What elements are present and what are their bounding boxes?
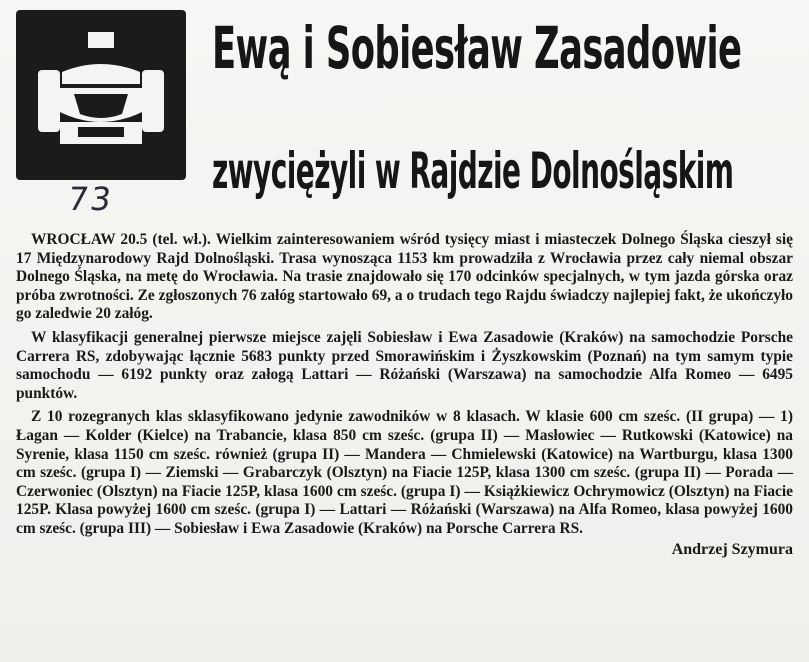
paragraph-2: W klasyfikacji generalnej pierwsze miejsce zajęli Sobiesław i Ewa Zasadowie (Kraków) na samochodzie Porsche Carrera RS, zdobywając łącznie 5683 punkty przed Smorawińskim i Żyszkowskim (Poznań) na tym samym typie samochodu — 6192 punkty oraz załogą Lattari — Różański (Warszawa) na samochodzie Alfa Romeo — 6495 punktów.	[16, 328, 793, 402]
handwritten-number: 73	[65, 180, 116, 218]
dateline: WROCŁAW 20.5 (tel. wł.).	[31, 231, 211, 248]
paragraph-1-text: Wielkim zainteresowaniem wśród tysięcy miast i miasteczek Dolnego Śląska cieszył się 17 Międzynarodowy Rajd Dolnośląski. Trasa wynosząca 1153 km prowadziła z Wrocławia przez cały niemal obszar Dolnego Śląska, na metę do Wrocławia. Na trasie znajdowało się 170 odcinków specjalnych, w tym jazda górska oraz próba zwrotności. Ze zgłoszonych 76 załóg startowało 69, a o trudach tego Rajdu świadczy najlepiej fakt, że ukończyło go zaledwie 20 załóg.	[16, 231, 793, 323]
paragraph-3: Z 10 rozegranych klas sklasyfikowano jedynie zawodników w 8 klasach. W klasie 600 cm sześc. (II grupa) — 1) Łagan — Kolder (Kielce) na Trabancie, klasa 850 cm sześc. (grupa II) — Masłowiec — Rutkowski (Katowice) na Syrenie, klasa 1150 cm sześc. również (grupa II) — Mandera — Chmielewski (Katowice) na Wartburgu, klasa 1300 cm sześc. (grupa I) — Ziemski — Grabarczyk (Olsztyn) na Fiacie 125P, klasa 1300 cm sześc. (grupa II) — Porada — Czerwoniec (Olsztyn) na Fiacie 125P, klasa 1600 cm sześc. (grupa I) — Książkiewicz Ochrymowicz (Olsztyn) na Fiacie 125P. Klasa powyżej 1600 cm sześc. (grupa I) — Lattari — Różański (Warszawa) na Alfa Romeo, klasa powyżej 1600 cm sześc. (grupa III) — Sobiesław i Ewa Zasadowie (Kraków) na Porsche Carrera RS.	[16, 408, 793, 537]
headline-line-1: Ewą i Sobiesław Zasadowie	[212, 14, 742, 82]
article-body	[16, 231, 793, 559]
paragraph-1	[16, 231, 793, 324]
author-signature: Andrzej Szymura	[671, 540, 793, 558]
rally-car-icon-graphic	[16, 10, 186, 180]
rally-car-icon	[16, 10, 186, 180]
headline-line-2: zwyciężyli w Rajdzie Dolnośląskim	[212, 142, 734, 200]
